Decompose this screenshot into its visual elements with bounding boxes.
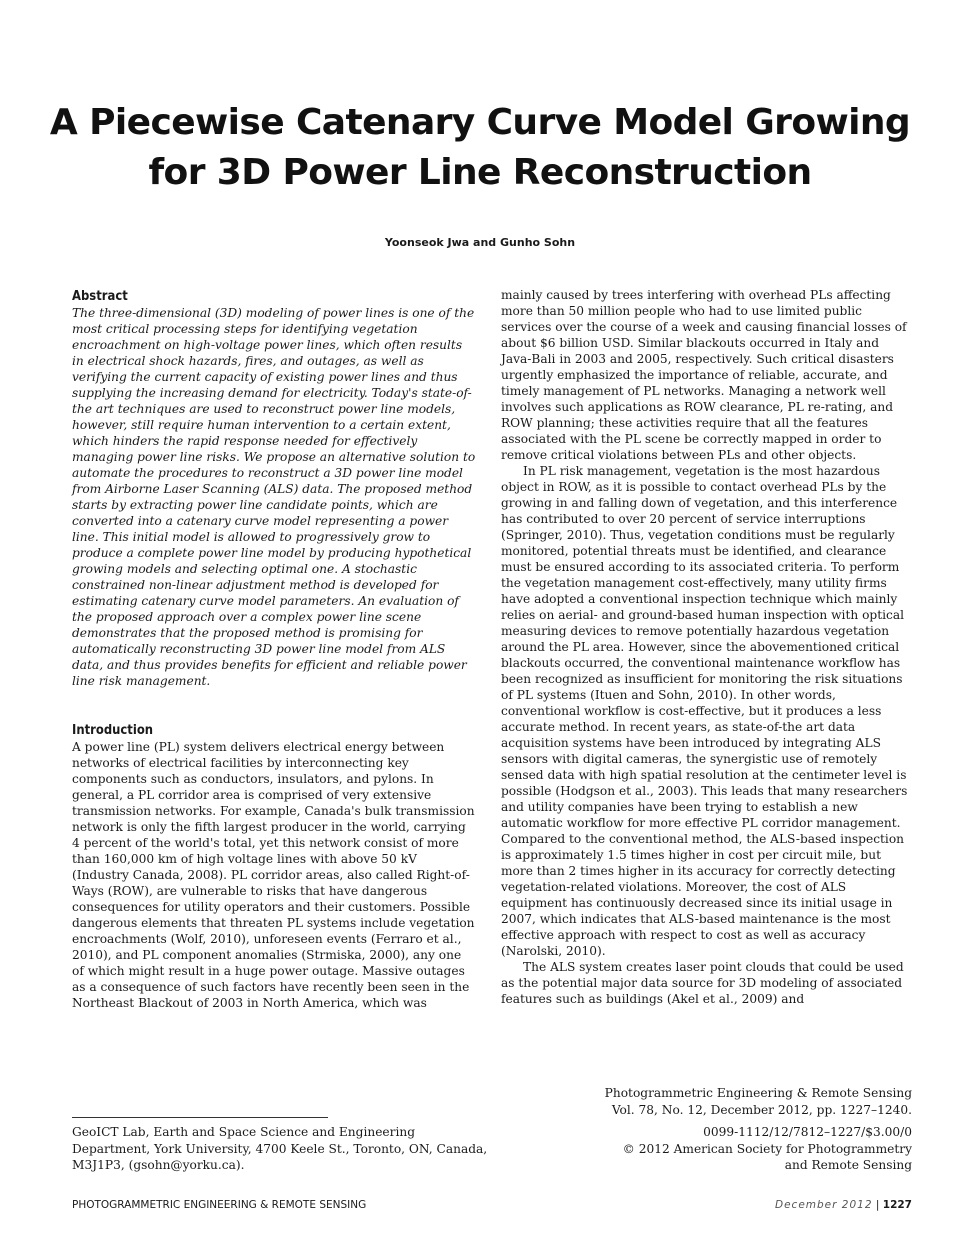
footer-page-info — [775, 1199, 912, 1211]
journal-volume: Vol. 78, No. 12, December 2012, pp. 1227–1240. — [611, 1102, 912, 1117]
journal-name: Photogrammetric Engineering & Remote Sensing — [604, 1086, 912, 1100]
footnote-rule — [72, 1117, 328, 1118]
right-paragraph-3: The ALS system creates laser point clouds that could be used as the potential major data source for 3D modeling of associated features such as buildings (Akel et al., 2009) and — [501, 960, 904, 1006]
affiliation: GeoICT Lab, Earth and Space Science and Engineering Department, York University, 4700 Keele St., Toronto, ON, Canada, M3J1P3, (gsohn@yorku.ca). — [72, 1125, 488, 1172]
abstract-text: The three-dimensional (3D) modeling of power lines is one of the most critical processing steps for identifying vegetation encroachment on high-voltage power lines, which often results in electrical shock hazards, fires, and outages, as well as verifying the current capacity of existing power lines and thus supplying the increasing demand for electricity. Today's state-of-the art techniques are used to reconstruct power line models, however, still require human intervention to a certain extent, which hinders the rapid response needed for effectively managing power line risks. We propose an alternative solution to automate the procedures to reconstruct a 3D power line model from Airborne Laser Scanning (ALS) data. The proposed method starts by extracting power line candidate points, which are converted into a catenary curve model representing a power line. This initial model is allowed to progressively grow to produce a complete power line model by producing hypothetical growing models and selecting optimal one. A stochastic constrained non-linear adjustment method is developed for estimating catenary curve model parameters. An evaluation of the proposed approach over a complex power line scene demonstrates that the proposed method is promising for automatically reconstructing 3D power line model from ALS data, and thus provides benefits for efficient and reliable power line risk management. — [72, 306, 476, 688]
right-column — [501, 287, 910, 1007]
journal-info — [552, 1085, 912, 1174]
left-column — [72, 287, 476, 1011]
introduction-heading: Introduction — [72, 722, 154, 738]
introduction-text: A power line (PL) system delivers electrical energy between networks of electrical facilities by interconnecting key components such as conductors, insulators, and pylons. In general, a PL corridor area is comprised of very extensive transmission networks. For example, Canada's bulk transmission network is only the fifth largest producer in the world, carrying 4 percent of the world's total, yet this network consist of more than 160,000 km of high voltage lines with above 50 kV (Industry Canada, 2008). PL corridor areas, also called Right-of-Ways (ROW), are vulnerable to risks that have dangerous consequences for utility operators and their customers. Possible dangerous elements that threaten PL systems include vegetation encroachments (Wolf, 2010), unforeseen events (Ferraro et al., 2010), and PL component anomalies (Strmiska, 2000), any one of which might result in a huge power outage. Massive outages as a consequence of such factors have recently been seen in the Northeast Blackout of 2003 in North America, which was — [72, 740, 475, 1010]
abstract-heading: Abstract — [72, 288, 128, 304]
journal-code: 0099-1112/12/7812–1227/$3.00/0 — [703, 1125, 912, 1139]
authors: Yoonseok Jwa and Gunho Sohn — [384, 236, 576, 249]
right-paragraph-1: mainly caused by trees interfering with overhead PLs affecting more than 50 million people who had to use limited public services over the course of a week and causing financial losses of about $6 billion USD. Similar blackouts occurred in Italy and Java-Bali in 2003 and 2005, respectively. Such critical disasters urgently emphasized the importance of reliable, accurate, and timely management of PL networks. Managing a network well involves such applications as ROW clearance, PL re-rating, and ROW planning; these activities require that all the features associated with the PL scene be correctly mapped in order to remove critical violations between PLs and other objects. — [501, 288, 907, 462]
journal-copyright-2: and Remote Sensing — [784, 1158, 912, 1172]
footer-journal: PHOTOGRAMMETRIC ENGINEERING & REMOTE SENSING — [72, 1199, 367, 1211]
footer-date: December 2012 — [775, 1199, 873, 1211]
page-number: 1227 — [882, 1199, 912, 1211]
right-paragraph-2: In PL risk management, vegetation is the most hazardous object in ROW, as it is possible to contact overhead PLs by the growing in and falling down of vegetation, and this interference has contributed to over 20 percent of service interruptions (Springer, 2010). Thus, vegetation conditions must be regularly monitored, potential threats must be identified, and clearance must be ensured according to its associated criteria. To perform the vegetation management cost-effectively, many utility firms have adopted a conventional inspection technique which mainly relies on aerial- and ground-based human inspection with optical measuring devices to remove potentially hazardous vegetation around the PL area. However, since the abovementioned critical blackouts occurred, the conventional maintenance workflow has been recognized as insufficient for monitoring the risk situations of PL systems (Ituen and Sohn, 2010). In other words, conventional workflow is cost-effective, but it produces a less accurate method. In recent years, as state-of-the art data acquisition systems have been introduced by integrating ALS sensors with digital cameras, the synergistic use of remotely sensed data with high spatial resolution at the centimeter level is possible (Hodgson et al., 2003). This leads that many researchers and utility companies have been trying to establish a new automatic workflow for more effective PL corridor management. Compared to the conventional method, the ALS-based inspection is approximately 1.5 times higher in cost per circuit mile, but more than 2 times higher in its accuracy for correctly detecting vegetation-related violations. Moreover, the cost of ALS equipment has continuously decreased since its initial usage in 2007, which indicates that ALS-based maintenance is the most effective approach with respect to cost as well as accuracy (Narolski, 2010). — [501, 464, 908, 958]
journal-copyright: © 2012 American Society for Photogrammetry — [622, 1141, 912, 1156]
paper-title: A Piecewise Catenary Curve Model Growing for 3D Power Line Reconstruction — [49, 102, 911, 193]
footer-separator: | — [875, 1199, 883, 1211]
